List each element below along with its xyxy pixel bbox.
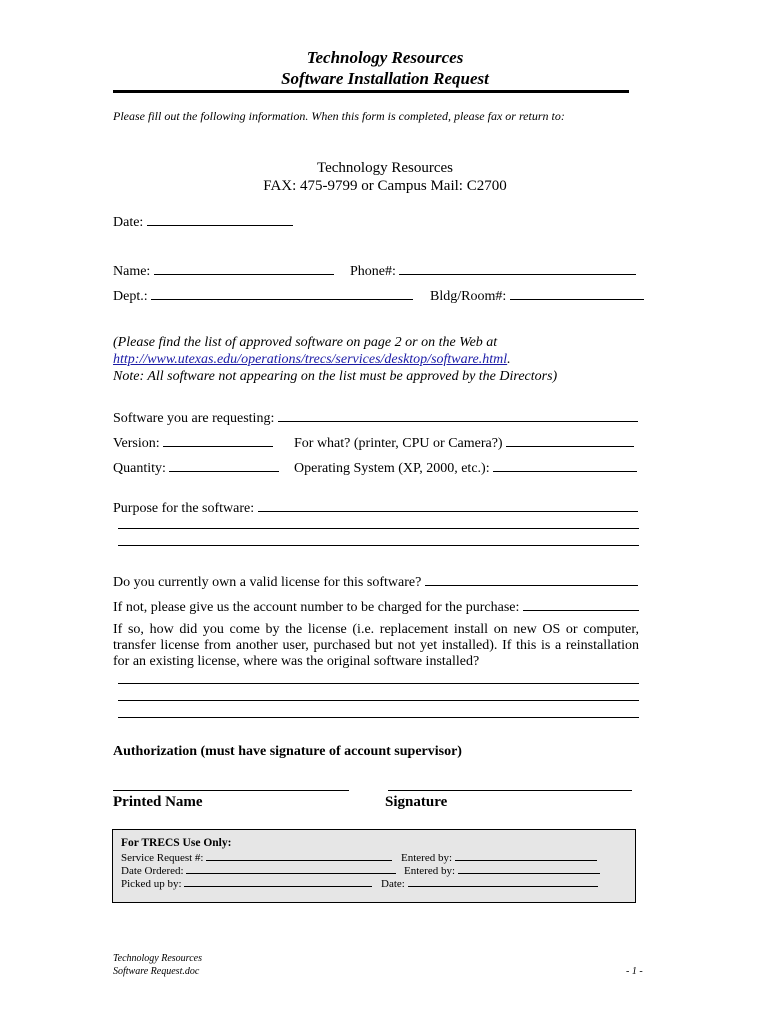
footer-line2: Software Request.doc [113, 966, 200, 977]
date-field [113, 213, 293, 231]
date-ordered-field [121, 864, 396, 877]
os-field [294, 459, 637, 477]
authorization-heading: Authorization (must have signature of account supervisor) [113, 744, 462, 759]
entered-by-1-label: Entered by: [401, 852, 453, 864]
dept-input-line[interactable] [151, 287, 413, 300]
account-number-input-line[interactable] [523, 598, 639, 611]
version-field [113, 434, 273, 452]
picked-up-by-field [121, 877, 372, 890]
date-ordered-label: Date Ordered: [121, 865, 184, 877]
form-title-line1: Technology Resources [306, 48, 464, 67]
signature-input-line[interactable] [388, 790, 632, 791]
phone-label: Phone#: [350, 264, 396, 279]
account-number-label: If not, please give us the account number to be charged for the purchase: [113, 600, 520, 615]
software-requesting-label: Software you are requesting: [113, 411, 275, 426]
purpose-input-line-1[interactable] [258, 499, 638, 512]
software-requesting-field [113, 409, 638, 427]
purpose-input-line-3[interactable] [118, 545, 639, 546]
title-rule [113, 90, 629, 93]
bldg-room-field [430, 287, 644, 305]
contact-org: Technology Resources [317, 160, 453, 176]
printed-name-label: Printed Name [113, 794, 203, 810]
quantity-input-line[interactable] [169, 459, 279, 472]
purpose-label: Purpose for the software: [113, 501, 255, 516]
for-what-label: For what? (printer, CPU or Camera?) [294, 436, 503, 451]
entered-by-2-field [404, 864, 600, 877]
trecs-date-label: Date: [381, 878, 405, 890]
date-ordered-input-line[interactable] [186, 864, 396, 874]
dept-label: Dept.: [113, 289, 148, 304]
purpose-field [113, 499, 638, 517]
signature-label: Signature [385, 794, 448, 810]
license-how-input-line-3[interactable] [118, 717, 639, 718]
picked-up-by-input-line[interactable] [184, 877, 372, 887]
trecs-date-input-line[interactable] [408, 877, 598, 887]
license-own-field [113, 573, 638, 591]
service-request-label: Service Request #: [121, 852, 204, 864]
for-what-input-line[interactable] [506, 434, 634, 447]
date-label: Date: [113, 215, 144, 230]
note-url-line [113, 352, 511, 368]
footer-line1: Technology Resources [113, 953, 202, 964]
printed-name-input-line[interactable] [113, 790, 349, 791]
license-own-input-line[interactable] [425, 573, 638, 586]
form-title-line2: Software Installation Request [281, 69, 489, 88]
picked-up-by-label: Picked up by: [121, 878, 182, 890]
intro-text: Please fill out the following information. When this form is completed, please fax or return to: [113, 109, 565, 123]
contact-fax: FAX: 475-9799 or Campus Mail: C2700 [263, 178, 507, 194]
license-how-text: If so, how did you come by the license (i.e. replacement install on new OS or computer, transfer license from another user, purchased but not yet installed). If this is a reinstallation for an existing license, where was the original software installed? [113, 622, 639, 669]
note-line1: (Please find the list of approved software on page 2 or on the Web at [113, 335, 498, 350]
approved-software-link[interactable]: http://www.utexas.edu/operations/trecs/services/desktop/software.html [113, 352, 508, 367]
bldg-room-input-line[interactable] [510, 287, 644, 300]
os-label: Operating System (XP, 2000, etc.): [294, 461, 490, 476]
quantity-field [113, 459, 279, 477]
quantity-label: Quantity: [113, 461, 166, 476]
entered-by-1-field [401, 851, 597, 864]
license-how-input-line-1[interactable] [118, 683, 639, 684]
name-label: Name: [113, 264, 151, 279]
phone-input-line[interactable] [399, 262, 636, 275]
name-field [113, 262, 334, 280]
dept-field [113, 287, 413, 305]
phone-field [350, 262, 636, 280]
license-own-label: Do you currently own a valid license for this software? [113, 575, 422, 590]
entered-by-2-input-line[interactable] [458, 864, 600, 874]
version-label: Version: [113, 436, 160, 451]
note-url-suffix: . [507, 352, 511, 367]
service-request-field [121, 851, 392, 864]
version-input-line[interactable] [163, 434, 273, 447]
date-input-line[interactable] [147, 213, 293, 226]
note-line3: Note: All software not appearing on the list must be approved by the Directors) [113, 369, 558, 384]
os-input-line[interactable] [493, 459, 637, 472]
for-what-field [294, 434, 634, 452]
service-request-input-line[interactable] [206, 851, 392, 861]
entered-by-1-input-line[interactable] [455, 851, 597, 861]
account-number-field [113, 598, 639, 616]
trecs-heading: For TRECS Use Only: [121, 837, 232, 849]
software-requesting-input-line[interactable] [278, 409, 638, 422]
trecs-date-field [381, 877, 598, 890]
page-number: - 1 - [626, 966, 643, 977]
name-input-line[interactable] [154, 262, 334, 275]
license-how-input-line-2[interactable] [118, 700, 639, 701]
entered-by-2-label: Entered by: [404, 865, 456, 877]
bldg-room-label: Bldg/Room#: [430, 289, 507, 304]
trecs-use-only-box [112, 829, 636, 903]
purpose-input-line-2[interactable] [118, 528, 639, 529]
